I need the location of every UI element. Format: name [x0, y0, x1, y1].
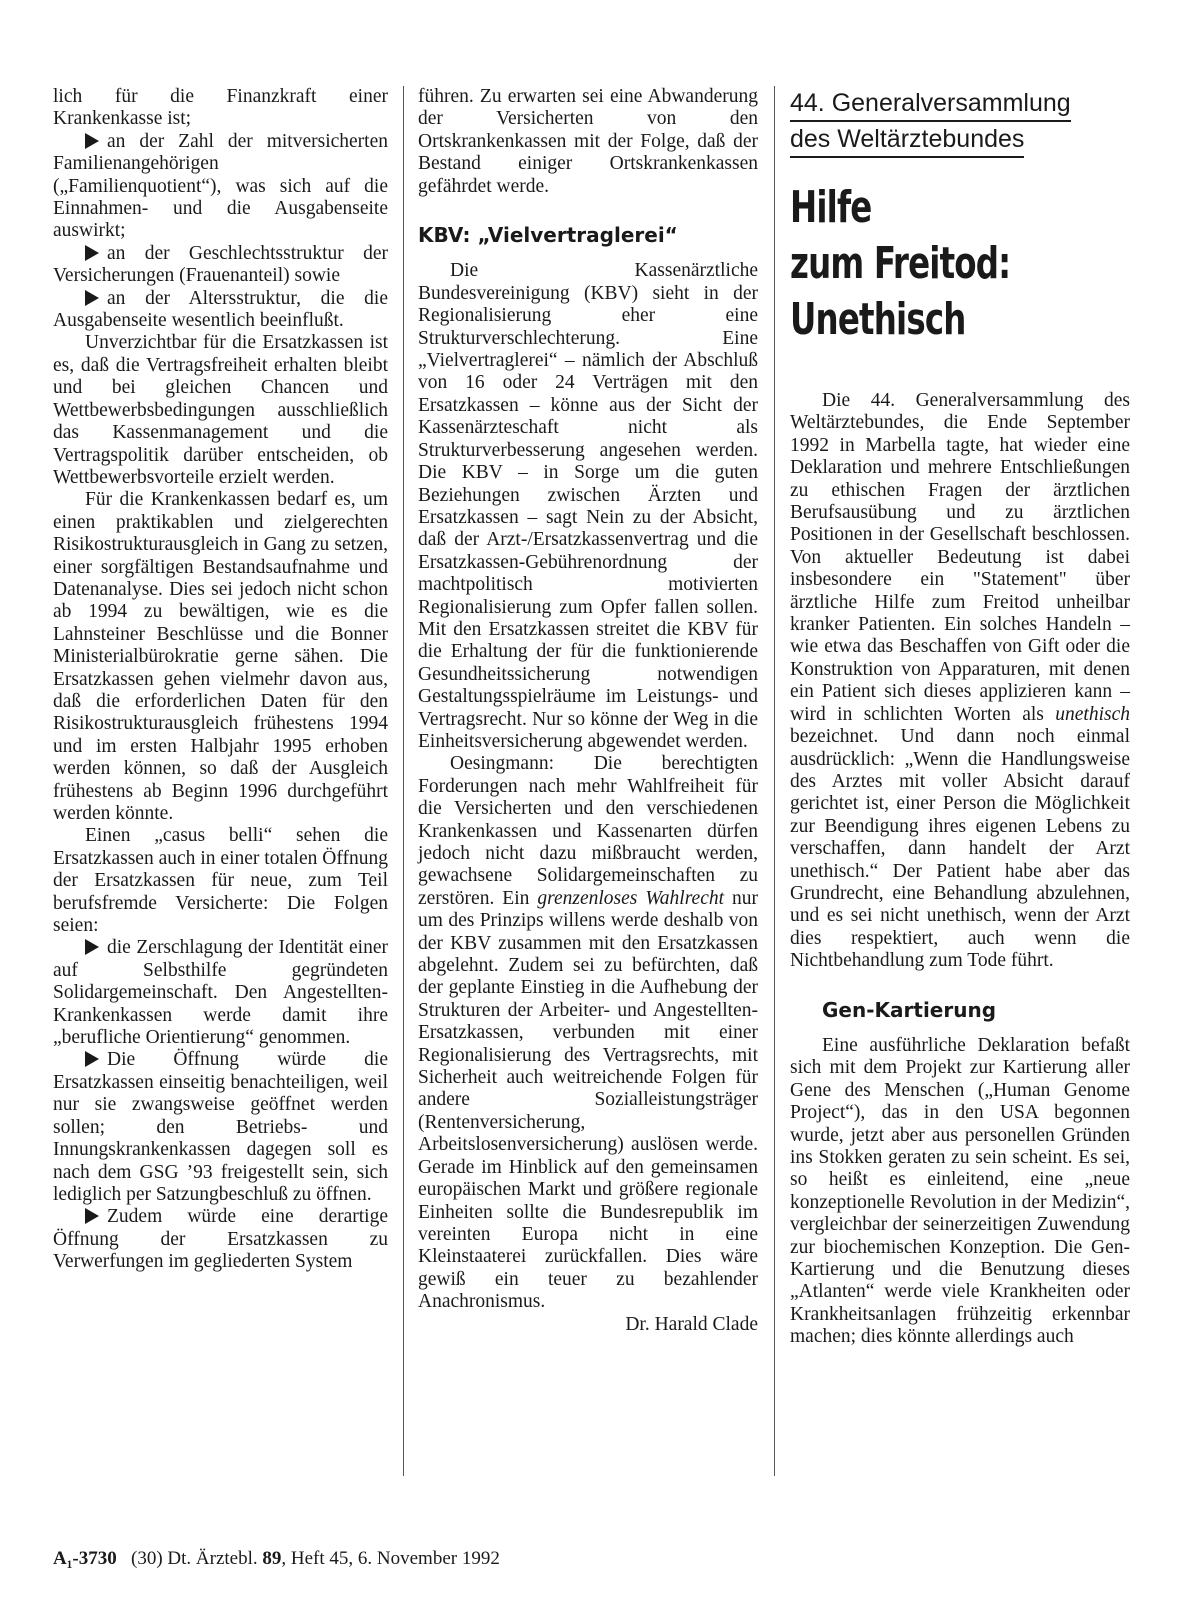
triangle-bullet-icon — [85, 133, 99, 149]
author-signature: Dr. Harald Clade — [625, 1313, 758, 1335]
bullet-item: Zudem würde eine derartige Öffnung der Ersatzkassen zu Verwerfungen im gegliederten System — [53, 1206, 388, 1273]
page-code: A₁-3730 — [53, 1548, 117, 1569]
paragraph: Eine ausführliche Deklaration befaßt sich mit dem Projekt zur Kartierung aller Gene des Menschen („Human Genome Project“), das in den USA begonnen wurde, jetzt aber aus personellen Gründen ins Stokken geraten zu sein scheint. Es sei, so heißt es einleitend, eine „neue konzeptionelle Revolution in der Medizin“, vergleichbar der seinerzeitigen Zuwendung zur biochemischen Konzeption. Die Gen-Kartierung und die Benutzung dieses „Atlanten“ werde viele Krankheiten oder Krankheitsanlagen frühzeitig erkennbar machen; dies könnte allerdings auch — [790, 1034, 1130, 1348]
triangle-bullet-icon — [85, 1208, 99, 1224]
volume: 89 — [262, 1548, 282, 1569]
triangle-bullet-icon — [85, 290, 99, 306]
column-middle — [418, 86, 758, 1336]
section-heading: Gen-Kartierung — [822, 997, 997, 1022]
paragraph: lich für die Finanzkraft einer Krankenkasse ist; — [53, 86, 388, 130]
bullet-item: an der Geschlechtsstruktur der Versicherungen (Frauenanteil) sowie — [53, 242, 388, 287]
issue: , Heft 45, 6. November 1992 — [281, 1548, 500, 1569]
kicker — [790, 86, 1130, 158]
journal-ref: (30) Dt. Ärztebl. — [131, 1548, 258, 1569]
article-headline: Hilfe zum Freitod: Unethisch — [790, 182, 1011, 345]
paragraph: Oesingmann: Die berechtigten Forderungen nach mehr Wahlfreiheit für die Versicherten und den verschiedenen Krankenkassen und Kassenarten dürfen jedoch nicht dazu mißbraucht werden, gewachsene Solidargemeinschaften zu zerstören. Ein grenzenloses Wahlrecht nur um des Prinzips willens werde deshalb von der KBV zusammen mit den Ersatzkassen abgelehnt. Zudem sei zu befürchten, daß der geplante Einstieg in die Aufhebung der Strukturen der Arbeiter- und Angestellten-Ersatzkassen, verbunden mit einer Regionalisierung des Vertragsrechts, mit Sicherheit auch weitreichende Folgen für andere Sozialleistungsträger (Rentenversicherung, Arbeitslosenversicherung) auslösen werde. Gerade im Hinblick auf den gemeinsamen europäischen Markt und größere regionale Einheiten sollte die Bundesrepublik im vereinten Europa nicht in eine Kleinstaaterei zurückfallen. Dies wäre gewiß ein teuer zu bezahlender Anachronismus. — [418, 753, 759, 1313]
triangle-bullet-icon — [85, 1051, 99, 1067]
column-left — [53, 86, 388, 1274]
section-heading: KBV: „Vielvertraglerei“ — [418, 223, 678, 248]
bullet-item: Die Öffnung würde die Ersatzkassen einseitig benachteiligen, weil nur sie zwangsweise geöffnet werden sollen; den Betriebs- und Innungskrankenkassen dagegen soll es nach dem GSG ’93 freigestellt sein, sich lediglich per Satzungbeschluß zu öffnen. — [53, 1049, 388, 1205]
bullet-item: die Zerschlagung der Identität einer auf Selbsthilfe gegründeten Solidargemeinschaft. Den Angestellten-Krankenkassen werde damit ihre „berufliche Orientierung“ genommen. — [53, 937, 388, 1049]
paragraph: Unverzichtbar für die Ersatzkassen ist es, daß die Vertragsfreiheit erhalten bleibt und bei gleichen Chancen und Wettbewerbsbedingungen ausschließlich das Kassenmanagement und die Vertragspolitik darüber entscheiden, ob Wettbewerbsvorteile erzielt werden. — [53, 332, 388, 488]
column-rule-left — [403, 86, 404, 1476]
paragraph: Für die Krankenkassen bedarf es, um einen praktikablen und zielgerechten Risikostrukturausgleich in Gang zu setzen, einer sorgfältigen Bestandsaufnahme und Datenanalyse. Dies sei jedoch nicht schon ab 1994 zu bewältigen, wie es die Lahnsteiner Beschlüsse und die Bonner Ministerialbürokratie gerne sähen. Die Ersatzkassen gehen vielmehr davon aus, daß die erforderlichen Daten für den Risikostrukturausgleich frühestens 1994 und im ersten Halbjahr 1995 erhoben werden können, so daß der Ausgleich frühestens ab Beginn 1996 durchgeführt werden könnte. — [53, 489, 388, 824]
paragraph: Die Kassenärztliche Bundesvereinigung (KBV) sieht in der Regionalisierung eher eine Strukturverschlechterung. Eine „Vielvertraglerei“ – nämlich der Abschluß von 16 oder 24 Verträgen mit den Ersatzkassen – könne aus der Sicht der Kassenärzteschaft nicht als Strukturverbesserung angesehen werden. Die KBV – in Sorge um die guten Beziehungen zwischen Ärzten und Ersatzkassen – sagt Nein zu der Absicht, daß der Arzt-/Ersatzkassenvertrag und die Ersatzkassen-Gebührenordnung der machtpolitisch motivierten Regionalisierung zum Opfer fallen sollen. Mit den Ersatzkassen streitet die KBV für die Erhaltung der für die funktionierende Gesundheitssicherung notwendigen Gestaltungsspielräume im Leistungs- und Vertragsrecht. Nur so könne der Weg in die Einheitsversicherung abgewendet werden. — [418, 260, 758, 752]
paragraph: Einen „casus belli“ sehen die Ersatzkassen auch in einer totalen Öffnung der Ersatzkassen für neue, zum Teil berufsfremde Versicherte: Die Folgen seien: — [53, 825, 388, 937]
kicker-line: des Weltärztebundes — [790, 122, 1024, 158]
paragraph: führen. Zu erwarten sei eine Abwanderung der Versicherten von den Ortskrankenkassen mit der Folge, daß der Bestand einiger Ortskrankenkassen gefährdet werde. — [418, 86, 758, 197]
bullet-item: an der Zahl der mitversicherten Familienangehörigen („Familienquotient“), was sich auf die Einnahmen- und die Ausgabenseite auswirkt; — [53, 130, 388, 242]
kicker-line: 44. Generalversammlung — [790, 86, 1071, 122]
page-footer — [53, 1548, 500, 1570]
bullet-item: an der Altersstruktur, die die Ausgabenseite wesentlich beeinflußt. — [53, 287, 388, 332]
paragraph: Die 44. Generalversammlung des Weltärztebundes, die Ende September 1992 in Marbella tagte, hat wieder eine Deklaration und mehrere Entschließungen zu ethischen Fragen der ärztlichen Berufsausübung und zu ärztlichen Positionen in der Gesellschaft beschlossen. Von aktueller Bedeutung ist dabei insbesondere ein "Statement" über ärztliche Hilfe zum Freitod unheilbar kranker Patienten. Ein solches Handeln – wie etwa das Beschaffen von Gift oder die Konstruktion von Apparaturen, mit denen ein Patient sich dieses applizieren kann – wird in schlichten Worten als unethisch bezeichnet. Und dann noch einmal ausdrücklich: „Wenn die Handlungsweise des Arztes mit voller Absicht darauf gerichtet ist, einer Person die Möglichkeit zur Beendigung ihres eigenen Lebens zu verschaffen, dann handelt der Arzt unethisch.“ Der Patient habe aber das Grundrecht, eine Behandlung abzulehnen, und es sei nicht unethisch, wenn der Arzt dies respektiert, auch wenn die Nichtbehandlung zum Tode führt. — [790, 390, 1130, 972]
column-rule-right — [774, 86, 775, 1476]
triangle-bullet-icon — [85, 939, 99, 955]
triangle-bullet-icon — [85, 245, 99, 261]
column-right — [790, 86, 1130, 1349]
